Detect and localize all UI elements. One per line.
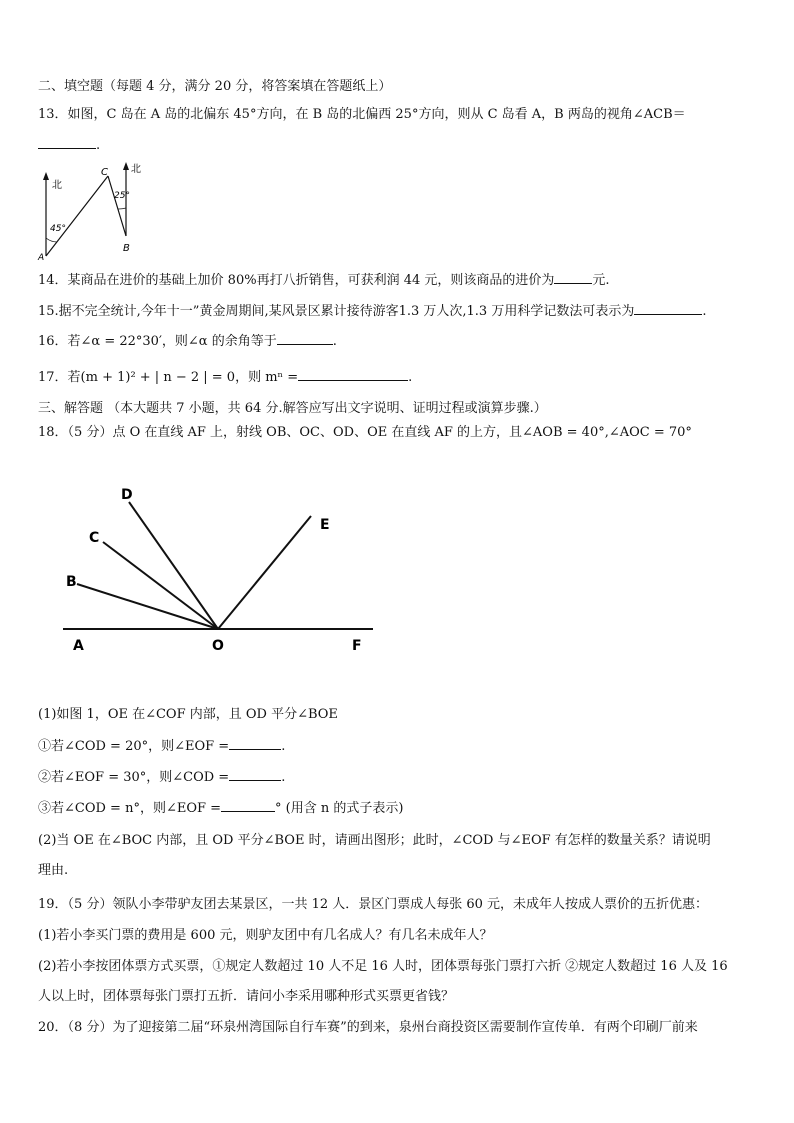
angle-label-45: 45° bbox=[50, 224, 66, 234]
question-17-text: 17．若(m + 1)² + | n − 2 | = 0，则 mⁿ = bbox=[38, 370, 299, 385]
ray-ob bbox=[77, 584, 218, 629]
question-19-part-2: (2)若小李按团体票方式买票，①规定人数超过 10 人不足 16 人时，团体票每张门票打六折 ②规定人数超过 16 人及 16 bbox=[38, 959, 728, 974]
ray-oc bbox=[103, 542, 218, 629]
answer-blank bbox=[229, 768, 281, 781]
point-label-c: C bbox=[89, 530, 100, 546]
question-18-part-1a bbox=[38, 737, 764, 756]
question-20-text: 20．（8 分）为了迎接第二届“环泉州湾国际自行车赛”的到来，泉州台商投资区需要制作宣传单．有两个印刷厂前来 bbox=[38, 1020, 698, 1035]
point-label-d: D bbox=[121, 487, 133, 503]
section-2-heading: 二、填空题（每题 4 分，满分 20 分，将答案填在答题纸上） bbox=[38, 79, 392, 94]
question-18-part-1b bbox=[38, 768, 764, 787]
question-18-part-1c-text: ③若∠COD = n°，则∠EOF = bbox=[38, 801, 222, 816]
question-14 bbox=[38, 271, 764, 290]
section-3-heading: 三、解答题 （本大题共 7 小题，共 64 分.解答应写出文字说明、证明过程或演算步骤.） bbox=[38, 401, 547, 416]
north-arrowhead-b bbox=[123, 162, 129, 170]
question-15-tail: . bbox=[702, 304, 707, 319]
point-label-b: B bbox=[66, 574, 77, 590]
question-17 bbox=[38, 368, 764, 387]
question-19-part-2-cont: 人以上时，团体票每张门票打五折．请问小李采用哪种形式买票更省钱？ bbox=[38, 989, 455, 1004]
answer-blank bbox=[554, 271, 592, 284]
question-19-text: 19．（5 分）领队小李带驴友团去某景区，一共 12 人．景区门票成人每张 60 元，未成年人按成人票价的五折优惠： bbox=[38, 897, 709, 912]
north-label-a: 北 bbox=[52, 180, 62, 191]
question-17-tail: . bbox=[408, 370, 413, 385]
question-15 bbox=[38, 302, 764, 321]
angle-label-25: 25° bbox=[114, 191, 130, 201]
point-label-o: O bbox=[212, 638, 224, 654]
line-cb bbox=[108, 176, 126, 236]
question-18-part-2-cont: 理由. bbox=[38, 863, 69, 878]
north-arrowhead-a bbox=[43, 172, 49, 180]
question-18-part-1b-tail: . bbox=[281, 770, 286, 785]
question-14-text: 14．某商品在进价的基础上加价 80%再打八折销售，可获利润 44 元，则该商品的进价为 bbox=[38, 273, 555, 288]
question-19-part-1: (1)若小李买门票的费用是 600 元，则驴友团中有几名成人？有几名未成年人？ bbox=[38, 928, 493, 943]
question-16 bbox=[38, 332, 764, 351]
point-label-c: C bbox=[101, 167, 108, 178]
answer-blank bbox=[229, 737, 281, 750]
question-18-part-1a-tail: . bbox=[281, 739, 286, 754]
ray-od bbox=[129, 502, 218, 629]
question-18-part-1a-text: ①若∠COD = 20°，则∠EOF = bbox=[38, 739, 230, 754]
question-18-part-1c-tail: ° (用含 n 的式子表示) bbox=[275, 801, 404, 816]
q13-figure bbox=[34, 158, 154, 260]
angle-arc-b bbox=[118, 208, 126, 209]
question-14-tail: 元. bbox=[592, 273, 610, 288]
question-16-text: 16．若∠α = 22°30′，则∠α 的余角等于 bbox=[38, 334, 277, 349]
question-13-tail: . bbox=[96, 138, 101, 153]
answer-blank bbox=[277, 332, 333, 345]
question-13-text: 13．如图，C 岛在 A 岛的北偏东 45°方向，在 B 岛的北偏西 25°方向，则从 C 岛看 A，B 两岛的视角∠ACB＝ bbox=[38, 107, 686, 122]
question-18-part-1c bbox=[38, 799, 764, 818]
answer-blank bbox=[38, 136, 96, 149]
point-label-e: E bbox=[320, 517, 330, 533]
point-label-b: B bbox=[123, 243, 130, 254]
question-18-part-1: (1)如图 1，OE 在∠COF 内部，且 OD 平分∠BOE bbox=[38, 707, 338, 722]
question-13-answer-line bbox=[38, 136, 764, 155]
question-18-part-2: (2)当 OE 在∠BOC 内部，且 OD 平分∠BOE 时，请画出图形；此时，∠COD 与∠EOF 有怎样的数量关系？请说明 bbox=[38, 833, 711, 848]
answer-blank bbox=[634, 302, 702, 315]
point-label-f: F bbox=[352, 638, 362, 654]
question-16-tail: . bbox=[332, 334, 337, 349]
north-label-b: 北 bbox=[131, 164, 141, 175]
question-18-part-1b-text: ②若∠EOF = 30°，则∠COD = bbox=[38, 770, 230, 785]
question-15-text: 15.据不完全统计,今年十一”黄金周期间,某风景区累计接待游客1.3 万人次,1.3 万用科学记数法可表示为 bbox=[38, 304, 635, 319]
q18-figure bbox=[55, 480, 385, 655]
answer-blank bbox=[298, 368, 408, 381]
question-18-text: 18．（5 分）点 O 在直线 AF 上，射线 OB、OC、OD、OE 在直线 AF 的上方，且∠AOB = 40°,∠AOC = 70° bbox=[38, 425, 692, 440]
ray-oe bbox=[218, 516, 311, 629]
angle-arc-a bbox=[46, 238, 57, 242]
point-label-a: A bbox=[38, 253, 45, 260]
point-label-a: A bbox=[73, 638, 84, 654]
answer-blank bbox=[221, 799, 275, 812]
